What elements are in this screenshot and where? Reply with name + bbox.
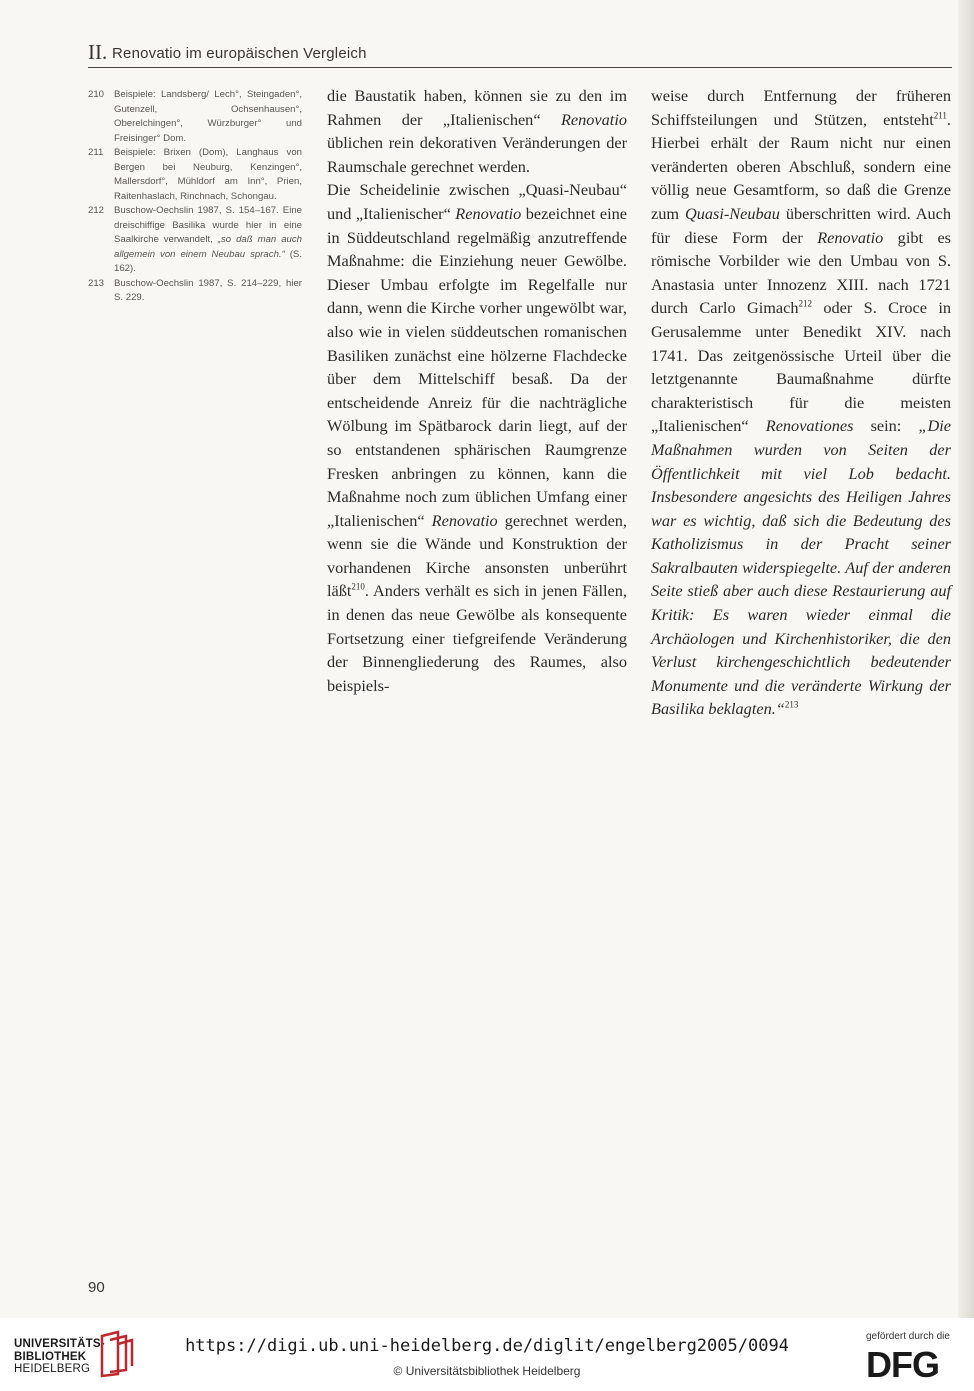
- library-name-line3: HEIDELBERG: [14, 1363, 91, 1375]
- footnote-run: Buschow-Oechslin 1987, S. 214–229, hier S. 229.: [114, 277, 302, 303]
- chapter-title: Renovatio im europäischen Vergleich: [112, 45, 367, 62]
- funding-label: gefördert durch die: [866, 1331, 950, 1342]
- body-text: weise durch Entfernung der früheren Schiffsteilungen und Stützen, entsteht: [651, 86, 951, 129]
- italic-text: Renovationes: [765, 416, 854, 436]
- footnote-number: 211: [88, 147, 104, 158]
- column-right-paragraph: [651, 84, 951, 721]
- body-text: die Baustatik haben, können sie zu den im Rahmen der „Italienischen“: [327, 86, 627, 129]
- footnote: [88, 277, 302, 306]
- footnote-run: Beispiele: Landsberg/ Lech°, Steingaden°, Gutenzell, Ochsenhausen°, Oberelchingen°, Würzburger° und Freisinger° Dom.: [114, 89, 302, 144]
- body-text: bezeichnet eine in Süddeutschland regelmäßig anzutreffende Maßnahme: die Einziehung neuer Gewölbe. Dieser Umbau erfolgte im Regelfalle nur dann, wenn die Kirche vorher ungewölbt war, also wie in vielen süddeutschen romanischen Basiliken zunächst eine hölzerne Flachdecke über dem Mittelschiff besaß. Da der entscheidende Anreiz für die nachträgliche Wölbung im Spätbarock darin liegt, auf der so entstandenen sphärischen Raumgrenze Fresken anbringen zu können, kann die Maßnahme noch zum üblichen Umfang einer „Italienischen“: [327, 203, 627, 530]
- footnotes: [88, 88, 302, 306]
- footnote-text: [114, 277, 302, 306]
- body-text: gerechnet werden, wenn sie die Wände und Konstruktion der vorhandenen Kirche ansonsten unberührt läßt: [327, 510, 628, 601]
- italic-text: Renovatio: [817, 227, 884, 247]
- footnote-ref[interactable]: 212: [798, 298, 812, 309]
- text-column-right: [651, 84, 951, 721]
- chapter-number: II.: [88, 40, 108, 64]
- italic-text: „Die Maßnahmen wurden von Seiten der Öffentlichkeit mit viel Lob bedacht. Insbesondere angesichts des Heiligen Jahres war es wichtig, daß sich die Bedeutung des Katholizismus in der Pracht seiner Sakralbauten widerspiegelte. Auf der anderen Seite stieß aber auch diese Restaurierung auf Kritik: Es waren wieder einmal die Archäologen und Kirchenhistoriker, die den Verlust kirchengeschichtlich bedeutender Monumente und die veränderte Wirkung der Basilika beklagten.“: [651, 416, 952, 719]
- permalink-url[interactable]: https://digi.ub.uni-heidelberg.de/diglit/engelberg2005/0094: [185, 1336, 789, 1356]
- footnote: [88, 204, 302, 277]
- body-text: gibt es römische Vorbilder wie den Umbau von S. Anastasia unter Innozenz XIII. nach 1721 durch Carlo Gimach: [651, 227, 951, 318]
- footnote-number: 212: [88, 205, 105, 216]
- body-text: üblichen rein dekorativen Veränderungen der Raumschale gerechnet werden.: [327, 133, 627, 176]
- italic-text: Quasi-Neubau: [684, 203, 780, 223]
- dfg-logo[interactable]: [866, 1346, 960, 1382]
- body-text: oder S. Croce in Gerusalemme unter Benedikt XIV. nach 1741. Das zeitgenössische Urteil über die letztgenannte Baumaßnahme dürfte charakteristisch für die meisten „Italienischen“: [651, 298, 952, 436]
- footnote-run: Beispiele: Brixen (Dom), Langhaus von Bergen bei Neuburg, Kenzingen°, Mallersdorf°, Mühldorf am Inn°, Prien, Raitenhaslach, Rinchnach, Schongau.: [114, 147, 302, 202]
- library-name-line1: UNIVERSITÄTS-: [14, 1338, 105, 1350]
- footnote: [88, 146, 302, 204]
- running-header: [88, 40, 952, 68]
- body-text: Die Scheidelinie zwischen „Quasi-Neubau“ und „Italienischer“: [327, 180, 627, 223]
- body-text: . Anders verhält es sich in jenen Fällen, in denen das neue Gewölbe als konsequente Fortsetzung einer tiefgreifende Veränderung der Binnengliederung des Raumes, also beispiels-: [327, 581, 627, 695]
- footnote-run: (S. 162).: [114, 248, 302, 274]
- footnote-run: Buschow-Oechslin 1987, S. 154–167. Eine dreischiffige Basilika wurde hier in eine Saalkirche verwandelt,: [114, 205, 302, 245]
- body-text: . Hierbei erhält der Raum nicht nur einen veränderten oberen Abschluß, sondern eine völlig neue Gesamtform, so daß die Grenze zum: [651, 109, 951, 223]
- footnote-number: 213: [88, 277, 105, 289]
- library-name-line2: BIBLIOTHEK: [14, 1350, 87, 1363]
- column-left-paragraph: [327, 84, 627, 178]
- italic-text: Renovatio: [560, 109, 627, 129]
- footnote: [88, 88, 302, 146]
- footnote-text: [114, 204, 302, 277]
- footnote-ref[interactable]: 211: [933, 110, 947, 121]
- footnote-text: [114, 146, 302, 204]
- text-column-left: [327, 84, 627, 697]
- dfg-logo-text: DFG: [866, 1346, 939, 1382]
- copyright-notice: © Universitätsbibliothek Heidelberg: [393, 1364, 581, 1378]
- body-text: sein:: [853, 416, 919, 436]
- footnote-text: [114, 88, 302, 146]
- footnote-quote: „so daß man auch allgemein von einem Neubau sprach.“: [114, 234, 302, 260]
- body-text: überschritten wird. Auch für diese Form der: [651, 203, 951, 247]
- page-edge-shadow: [958, 0, 974, 1318]
- column-left-paragraph: [327, 178, 627, 697]
- footnote-number: 210: [88, 89, 105, 100]
- footnote-ref[interactable]: 213: [784, 700, 799, 711]
- footnote-ref[interactable]: 210: [351, 582, 365, 593]
- italic-text: Renovatio: [431, 510, 498, 530]
- page-number: 90: [88, 1279, 105, 1296]
- italic-text: Renovatio: [455, 203, 522, 223]
